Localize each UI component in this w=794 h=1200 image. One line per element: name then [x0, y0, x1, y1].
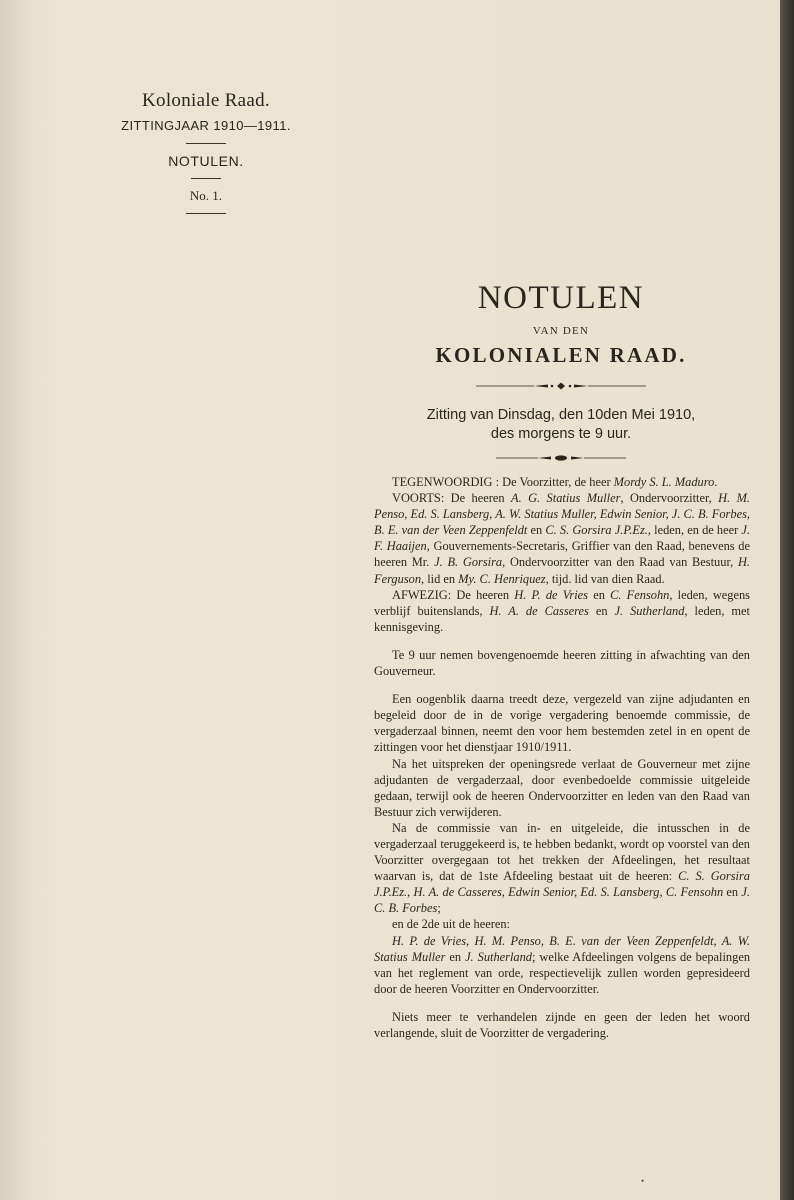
text: , tijd. lid van dien Raad.	[545, 571, 665, 586]
session-info	[372, 406, 750, 444]
page-edge	[780, 0, 794, 1200]
page-title: NOTULEN	[477, 280, 645, 316]
text: , leden, en de heer	[647, 523, 742, 538]
name-text: C. Fensohn	[610, 587, 670, 602]
text: , lid en	[421, 571, 459, 586]
ornament-divider	[372, 378, 750, 392]
text: , leden, wegens verblijf buitenslands,	[374, 587, 750, 618]
attendance-present	[374, 474, 750, 490]
text: en	[527, 523, 546, 538]
paragraph-second-section	[374, 933, 750, 997]
text: en	[723, 885, 742, 900]
name-text: J. F. Haaijen	[374, 523, 751, 554]
attendance-further	[374, 490, 750, 587]
name-text: H. A. de Casseres	[489, 603, 589, 618]
divider	[186, 143, 226, 144]
text: , Ondervoorzitter van den Raad van Bestuur,	[502, 555, 738, 570]
name-text: H. M. Penso, Ed. S. Lansberg, A. W. Statius Muller, Edwin Senior, J. C. B. Forbes, B. E. van der Veen Zeppenfeldt	[374, 491, 750, 538]
text: ; welke Afdeelingen volgens de bepalingen van het reglement van orde, respectievelijk zullen worden gepresideerd door de heeren Voorzitter en Ondervoorzitter.	[374, 949, 751, 996]
paragraph-opening-speech: Na het uitspreken der openingsrede verlaat de Gouverneur met zijne adjudanten de vergaderzaal, door evenbedoelde commissie uitgeleide gedaan, terwijl ook de heeren Ondervoorzitter en leden van den Raad van Bestuur zich verwijderen.	[374, 756, 750, 819]
name-text: J. Sutherland	[614, 603, 685, 618]
name-text: H. Ferguson	[374, 555, 750, 586]
council-title: Koloniale Raad.	[142, 90, 270, 111]
text: Na de commissie van in- en uitgeleide, die intusschen in de vergaderzaal teruggekeerd is, te hebben bedankt, wordt op voorstel van den Voorzitter overgegaan tot het trekken der Afdeelingen, het resultaat waarvan is, dat de 1ste Afdeeling bestaat uit de heeren:	[374, 820, 750, 884]
text: .	[714, 475, 718, 489]
name-text: A. G. Statius Muller	[511, 491, 621, 506]
text: , leden, met kennisgeving.	[374, 603, 751, 634]
divider	[191, 178, 221, 179]
session-year: ZITTINGJAAR 1910—1911.	[121, 118, 291, 133]
text: ;	[437, 901, 441, 916]
text: en	[588, 603, 615, 618]
main-heading	[372, 280, 750, 464]
name-text: J. C. B. Forbes	[374, 885, 750, 916]
name-text: C. S. Gorsira J.P.Ez.	[545, 523, 648, 538]
paragraph-sections	[374, 820, 750, 917]
paragraph-closing: Niets meer te verhandelen zijnde en geen der leden het woord verlangende, sluit de Voorzitter de vergadering.	[374, 1009, 750, 1040]
label-text: VOORTS: De heeren	[392, 491, 511, 506]
session-date: Zitting van Dinsdag, den 10den Mei 1910,	[426, 407, 696, 423]
paragraph-opening-wait: Te 9 uur nemen bovengenoemde heeren zitting in afwachting van den Gouverneur.	[374, 647, 750, 679]
name-text: My. C. Henriquez	[458, 571, 546, 586]
paragraph-governor-arrives: Een oogenblik daarna treedt deze, vergezeld van zijne adjudanten en begeleid door de in de vorige vergadering benoemde commissie, de vergaderzaal binnen, neemt den voor hem bestemden zetel in en opent de zittingen voor het dienstjaar 1910/1911.	[374, 692, 750, 755]
text: en	[445, 949, 466, 964]
document-number: No. 1.	[189, 188, 223, 203]
text: , Ondervoorzitter,	[620, 491, 719, 506]
divider	[186, 213, 226, 214]
raad-title: KOLONIALEN RAAD.	[435, 343, 687, 367]
name-text: H. P. de Vries, H. M. Penso, B. E. van der Veen Zeppenfeldt, A. W. Statius Muller	[374, 933, 750, 964]
left-header	[96, 90, 316, 223]
name-text: J. Sutherland	[465, 949, 533, 964]
name-text: H. P. de Vries	[514, 587, 588, 602]
name-text: J. B. Gorsira	[434, 555, 503, 570]
van-den-label: VAN DEN	[532, 325, 590, 337]
paper-speck: •	[641, 1176, 645, 1186]
ornament-divider	[372, 450, 750, 464]
label-text: AFWEZIG: De heeren	[392, 587, 515, 602]
attendance-absent	[374, 587, 750, 635]
text: en	[587, 587, 611, 602]
minutes-body	[374, 474, 750, 1041]
name-text: C. S. Gorsira J.P.Ez., H. A. de Casseres, Edwin Senior, Ed. S. Lansberg, C. Fensohn	[374, 869, 750, 900]
label-text: TEGENWOORDIG : De Voorzitter, de heer	[392, 475, 614, 489]
name-text: Mordy S. L. Maduro	[613, 475, 715, 489]
paragraph-second-section-intro: en de 2de uit de heeren:	[392, 917, 511, 932]
session-time: des morgens te 9 uur.	[490, 426, 632, 442]
notulen-label: NOTULEN.	[168, 153, 244, 169]
text: , Gouvernements-Secretaris, Griffier van den Raad, benevens de heeren Mr.	[374, 539, 750, 570]
